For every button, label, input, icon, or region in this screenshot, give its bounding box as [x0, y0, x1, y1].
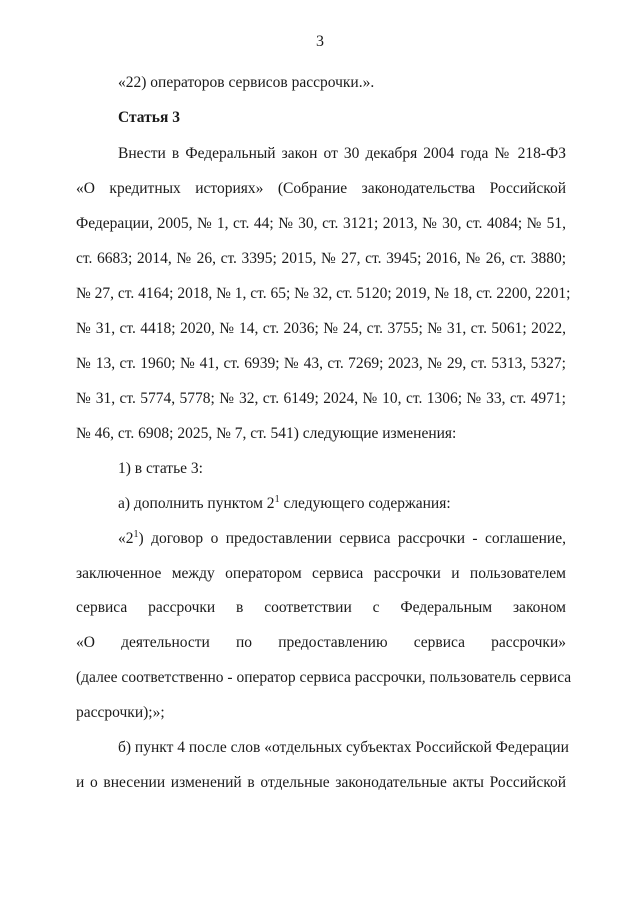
definition-superscript: 1 [133, 529, 139, 540]
article3-line: ст. 6683; 2014, № 26, ст. 3395; 2015, № 27, ст. 3945; 2016, № 26, ст. 3880; [76, 250, 566, 267]
definition-open: «2 [118, 530, 134, 547]
point-a-text: а) дополнить пунктом 2 [118, 495, 275, 512]
definition-first-line [118, 529, 566, 549]
definition-line: сервиса рассрочки в соответствии с Федеральным законом [76, 599, 566, 616]
point-a-superscript: 1 [274, 494, 280, 505]
article3-line: № 46, ст. 6908; 2025, № 7, ст. 541) следующие изменения: [76, 425, 457, 442]
amendment-item-22: «22) операторов сервисов рассрочки.». [118, 74, 375, 91]
article3-line: № 27, ст. 4164; 2018, № 1, ст. 65; № 32, ст. 5120; 2019, № 18, ст. 2200, 2201; [76, 285, 571, 302]
point-1: 1) в статье 3: [118, 460, 203, 477]
definition-rest: ) договор о предоставлении сервиса рассрочки - соглашение, [138, 530, 566, 547]
definition-line: заключенное между оператором сервиса рассрочки и пользователем [76, 565, 566, 582]
point-b-line: и о внесении изменений в отдельные законодательные акты Российской [76, 774, 566, 791]
point-a-text-rest: следующего содержания: [279, 495, 451, 512]
article3-line: Федерации, 2005, № 1, ст. 44; № 30, ст. 3121; 2013, № 30, ст. 4084; № 51, [76, 215, 566, 232]
point-a [118, 494, 566, 514]
definition-line: рассрочки);»; [76, 704, 165, 721]
point-b-line: б) пункт 4 после слов «отдельных субъектах Российской Федерации [118, 739, 569, 756]
article3-line: № 31, ст. 5774, 5778; № 32, ст. 6149; 2024, № 10, ст. 1306; № 33, ст. 4971; [76, 390, 566, 407]
article3-line: Внести в Федеральный закон от 30 декабря 2004 года № 218-ФЗ [118, 145, 566, 162]
article-heading: Статья 3 [118, 109, 180, 126]
page-number: 3 [316, 33, 324, 50]
article3-line: № 13, ст. 1960; № 41, ст. 6939; № 43, ст. 7269; 2023, № 29, ст. 5313, 5327; [76, 355, 566, 372]
definition-line: (далее соответственно - оператор сервиса рассрочки, пользователь сервиса [76, 669, 572, 686]
definition-line: «О деятельности по предоставлению сервиса рассрочки» [76, 634, 566, 651]
article3-line: «О кредитных историях» (Собрание законодательства Российской [76, 180, 566, 197]
article3-line: № 31, ст. 4418; 2020, № 14, ст. 2036; № 24, ст. 3755; № 31, ст. 5061; 2022, [76, 320, 566, 337]
